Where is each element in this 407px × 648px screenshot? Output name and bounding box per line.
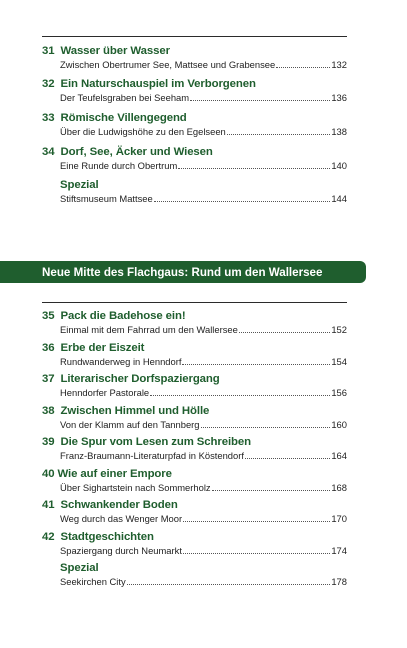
entry-page: 164 bbox=[331, 450, 347, 461]
dot-leader bbox=[182, 364, 330, 365]
toc-section-2 bbox=[42, 309, 347, 593]
entry-subtitle: Rundwanderweg in Henndorf bbox=[60, 355, 182, 367]
entry-number: 31 bbox=[42, 45, 55, 57]
dot-leader bbox=[227, 134, 331, 135]
entry-number: 36 bbox=[42, 341, 55, 354]
entry-title: Schwankender Boden bbox=[60, 499, 178, 511]
entry-title: Literarischer Dorfspaziergang bbox=[60, 373, 220, 385]
section-2-rule bbox=[42, 302, 347, 303]
entry-title: Ein Naturschauspiel im Verborgenen bbox=[60, 78, 256, 90]
dot-leader bbox=[183, 553, 330, 554]
entry-page: 170 bbox=[331, 513, 347, 524]
toc-entry[interactable] bbox=[42, 498, 347, 530]
entry-number: 35 bbox=[42, 310, 55, 322]
dot-leader bbox=[183, 521, 330, 522]
entry-number: 40 bbox=[42, 467, 55, 480]
section-banner bbox=[0, 261, 366, 283]
dot-leader bbox=[127, 584, 331, 585]
entry-page: 174 bbox=[331, 544, 347, 556]
entry-number: 32 bbox=[42, 78, 55, 90]
dot-leader bbox=[190, 100, 330, 101]
entry-title: Römische Villengegend bbox=[60, 112, 187, 124]
entry-title: Spezial bbox=[60, 562, 99, 574]
entry-subtitle: Weg durch das Wenger Moor bbox=[60, 513, 183, 524]
dot-leader bbox=[276, 67, 330, 68]
entry-page: 138 bbox=[331, 126, 347, 137]
entry-title: Wasser über Wasser bbox=[60, 45, 170, 57]
top-rule bbox=[42, 36, 347, 37]
toc-entry-special[interactable] bbox=[42, 561, 347, 593]
entry-title: Wie auf einer Empore bbox=[57, 467, 172, 480]
toc-entry[interactable] bbox=[42, 530, 347, 562]
entry-subtitle: Von der Klamm auf den Tannberg bbox=[60, 418, 200, 430]
toc-entry[interactable] bbox=[42, 435, 347, 467]
entry-number: 33 bbox=[42, 112, 55, 124]
dot-leader bbox=[178, 168, 330, 169]
toc-entry-special[interactable] bbox=[42, 178, 347, 211]
entry-subtitle: Henndorfer Pastorale bbox=[60, 387, 150, 398]
entry-page: 136 bbox=[331, 92, 347, 103]
entry-title: Erbe der Eiszeit bbox=[60, 341, 145, 354]
toc-entry[interactable] bbox=[42, 467, 347, 499]
toc-entry[interactable] bbox=[42, 77, 347, 111]
entry-page: 140 bbox=[331, 160, 347, 171]
entry-page: 152 bbox=[331, 324, 347, 335]
entry-subtitle: Zwischen Obertrumer See, Mattsee und Grabensee bbox=[60, 59, 276, 70]
entry-title: Die Spur vom Lesen zum Schreiben bbox=[60, 436, 251, 448]
entry-page: 168 bbox=[331, 481, 347, 493]
entry-page: 160 bbox=[331, 418, 347, 430]
entry-subtitle: Der Teufelsgraben bei Seeham bbox=[60, 92, 190, 103]
toc-entry[interactable] bbox=[42, 111, 347, 145]
dot-leader bbox=[201, 427, 331, 428]
entry-number: 41 bbox=[42, 499, 55, 511]
entry-page: 178 bbox=[331, 576, 347, 587]
toc-entry[interactable] bbox=[42, 309, 347, 341]
dot-leader bbox=[239, 332, 331, 333]
entry-number: 38 bbox=[42, 404, 55, 417]
entry-number: 37 bbox=[42, 373, 55, 385]
toc-entry[interactable] bbox=[42, 341, 347, 373]
toc-entry[interactable] bbox=[42, 44, 347, 77]
entry-number: 39 bbox=[42, 436, 55, 448]
entry-page: 144 bbox=[331, 193, 347, 204]
banner-title: Neue Mitte des Flachgaus: Rund um den Wallersee bbox=[42, 265, 323, 279]
entry-subtitle: Über die Ludwigshöhe zu den Egelseen bbox=[60, 126, 226, 137]
entry-subtitle: Eine Runde durch Obertrum bbox=[60, 160, 178, 171]
entry-title: Pack die Badehose ein! bbox=[60, 310, 186, 322]
entry-page: 156 bbox=[331, 387, 347, 398]
entry-subtitle: Stiftsmuseum Mattsee bbox=[60, 193, 153, 204]
entry-title: Dorf, See, Äcker und Wiesen bbox=[60, 146, 213, 158]
entry-number: 34 bbox=[42, 146, 55, 158]
dot-leader bbox=[154, 201, 331, 202]
toc-entry[interactable] bbox=[42, 145, 347, 178]
dot-leader bbox=[245, 458, 330, 459]
entry-page: 132 bbox=[331, 59, 347, 70]
toc-entry[interactable] bbox=[42, 372, 347, 404]
entry-subtitle: Über Sighartstein nach Sommerholz bbox=[60, 481, 211, 493]
toc-entry[interactable] bbox=[42, 404, 347, 436]
entry-title: Spezial bbox=[60, 179, 99, 191]
toc-section-1 bbox=[42, 44, 347, 211]
entry-subtitle: Spaziergang durch Neumarkt bbox=[60, 544, 182, 556]
entry-number: 42 bbox=[42, 530, 55, 543]
dot-leader bbox=[212, 490, 331, 491]
entry-page: 154 bbox=[331, 355, 347, 367]
entry-title: Zwischen Himmel und Hölle bbox=[60, 404, 210, 417]
dot-leader bbox=[150, 395, 330, 396]
entry-subtitle: Einmal mit dem Fahrrad um den Wallersee bbox=[60, 324, 238, 335]
entry-title: Stadtgeschichten bbox=[60, 530, 154, 543]
entry-subtitle: Franz-Braumann-Literaturpfad in Köstendorf bbox=[60, 450, 244, 461]
entry-subtitle: Seekirchen City bbox=[60, 576, 126, 587]
